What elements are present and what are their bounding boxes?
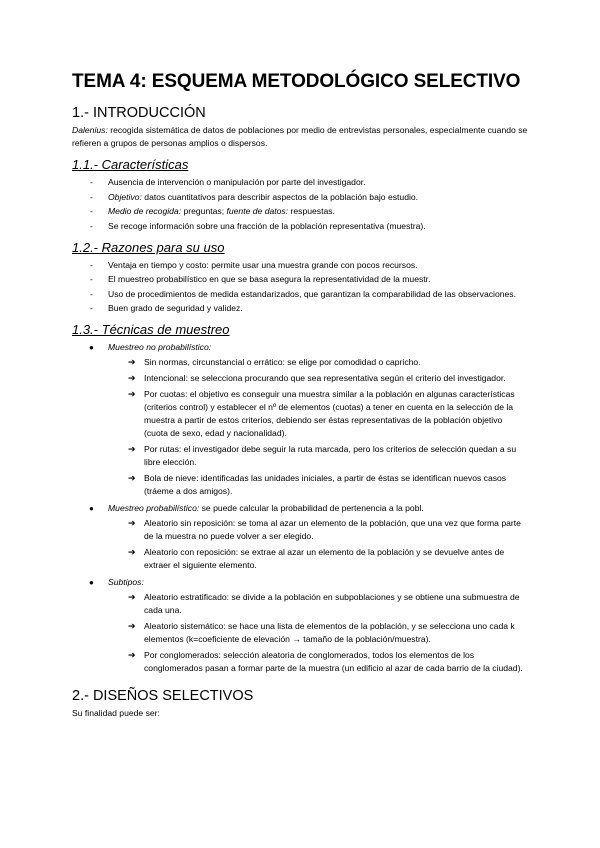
arrow-icon: ➔ <box>128 518 136 528</box>
arrow-icon: ➔ <box>128 389 136 399</box>
subsection-heading-caracteristicas: 1.1.- Características <box>72 157 189 172</box>
arrow-icon: ➔ <box>128 547 136 557</box>
list-item: ➔ Aleatorio estratificado: se divide a la población en subpoblaciones y se obtiene una submuestra de cada una. <box>128 592 520 615</box>
technique-group: ● Muestreo no probabilístico: ➔ Sin normas, circunstancial o errático: se elige por comodidad o capricho. ➔ Intencional: se selecciona procurando que sea representativa según el criterio del investigador. ➔ Por cuotas: el objetivo es conseguir una muestra similar a la población en algunas características (criterios control) y establecer el nº de elementos (cuotas) a tener en cuenta en la selección de la muestra a partir de estos criterios, debiendo ser éstas representativas de la población objetivo (cuota de sexo, edad y nacionalidad). ➔ Por rutas: el investigador debe seguir la ruta marcada, pero los criterios de selección quedan a su libre elección. ➔ Bola de nieve: identificadas las unidades iniciales, a partir de éstas se identifican nuevos casos (tráeme a dos amigos). <box>72 341 528 498</box>
document-title: TEMA 4: ESQUEMA METODOLÓGICO SELECTIVO <box>72 71 521 92</box>
list-item: - Medio de recogida: preguntas; fuente de datos: respuestas. <box>90 206 335 216</box>
disenos-text: Su finalidad puede ser: <box>72 708 160 718</box>
arrow-icon: ➔ <box>128 473 136 483</box>
list-item: - Objetivo: datos cuantitativos para describir aspectos de la población bajo estudio. <box>90 191 419 202</box>
arrow-icon: ➔ <box>128 621 136 631</box>
intro-term: Dalenius: <box>72 125 108 135</box>
list-item: ➔ Aleatorio sistemático: se hace una lista de elementos de la población, y se selecciona uno cada k elementos (k=coeficiente de elevación → tamaño de la población/muestra). <box>128 621 515 644</box>
list-item: ➔ Intencional: se selecciona procurando que sea representativa según el criterio del investigador. <box>128 373 506 383</box>
arrow-icon: ➔ <box>128 444 136 454</box>
subsection-heading-tecnicas: 1.3.- Técnicas de muestreo <box>72 322 230 337</box>
list-item: - Buen grado de seguridad y validez. <box>90 303 243 313</box>
list-item: ➔ Aleatorio sin reposición: se toma al azar un elemento de la población, que una vez que forma parte de la muestra no puede volver a ser elegido. <box>128 518 521 541</box>
list-item: - Uso de procedimientos de medida estandarizados, que garantizan la comparabilidad de las observaciones. <box>90 288 516 299</box>
bullet-icon: ● <box>89 343 94 352</box>
list-item: - El muestreo probabilístico en que se basa asegura la representatividad de la muestr. <box>90 274 431 284</box>
tecnicas-list <box>72 341 528 675</box>
arrow-icon: ➔ <box>128 592 136 602</box>
list-item: ➔ Aleatorio con reposición: se extrae al azar un elemento de la población y se devuelve antes de extraer el siguiente elemento. <box>128 547 505 570</box>
document-page <box>72 70 528 720</box>
section-heading-disenos: 2.- DISEÑOS SELECTIVOS <box>72 688 254 704</box>
list-item: ➔ Por rutas: el investigador debe seguir la ruta marcada, pero los criterios de selección quedan a su libre elección. <box>128 444 517 467</box>
list-item: ➔ Por conglomerados: selección aleatoria de conglomerados, todos los elementos de los conglomerados pasan a formar parte de la muestra (un edificio al azar de cada barrio de la ciudad). <box>128 650 523 673</box>
technique-group: ● Muestreo probabilístico: se puede calcular la probabilidad de pertenencia a la pobl. ➔ Aleatorio sin reposición: se toma al azar un elemento de la población, que una vez que forma parte de la muestra no puede volver a ser elegido. ➔ Aleatorio con reposición: se extrae al azar un elemento de la población y se devuelve antes de extraer el siguiente elemento. <box>72 502 528 572</box>
list-item: ➔ Por cuotas: el objetivo es conseguir una muestra similar a la población en algunas características (criterios control) y establecer el nº de elementos (cuotas) a tener en cuenta en la selección de la muestra a partir de estos criterios, debiendo ser éstas representativas de la población objetivo (cuota de sexo, edad y nacionalidad). <box>128 389 515 438</box>
arrow-icon: ➔ <box>128 373 136 383</box>
bullet-icon: ● <box>89 504 94 513</box>
section-heading-introduccion: 1.- INTRODUCCIÓN <box>72 105 206 121</box>
intro-text: recogida sistemática de datos de poblaciones por medio de entrevistas personales, especialmente cuando se refieren a grupos de personas amplios o dispersos. <box>72 125 528 148</box>
subsection-heading-razones: 1.2.- Razones para su uso <box>72 239 225 255</box>
list-item: - Se recoge información sobre una fracción de la población representativa (muestra). <box>90 220 426 231</box>
razones-list <box>72 259 528 316</box>
list-item: ➔ Sin normas, circunstancial o errático: se elige por comodidad o capricho. <box>128 357 421 367</box>
caracteristicas-list <box>72 176 528 233</box>
bullet-icon: ● <box>89 578 94 587</box>
technique-group: ● Subtipos: ➔ Aleatorio estratificado: se divide a la población en subpoblaciones y se obtiene una submuestra de cada una. ➔ Aleatorio sistemático: se hace una lista de elementos de la población, y se selecciona uno cada k elementos (k=coeficiente de elevación → tamaño de la población/muestra). ➔ Por conglomerados: selección aleatoria de conglomerados, todos los elementos de los conglomerados pasan a formar parte de la muestra (un edificio al azar de cada barrio de la ciudad). <box>72 576 528 675</box>
arrow-icon: ➔ <box>128 650 136 660</box>
intro-paragraph <box>72 124 528 150</box>
list-item: ➔ Bola de nieve: identificadas las unidades iniciales, a partir de éstas se identifican nuevos casos (tráeme a dos amigos). <box>128 473 507 496</box>
arrow-icon: ➔ <box>128 357 136 367</box>
list-item: - Ventaja en tiempo y costo: permite usar una muestra grande con pocos recursos. <box>90 259 418 270</box>
list-item: - Ausencia de intervención o manipulación por parte del investigador. <box>90 177 366 187</box>
